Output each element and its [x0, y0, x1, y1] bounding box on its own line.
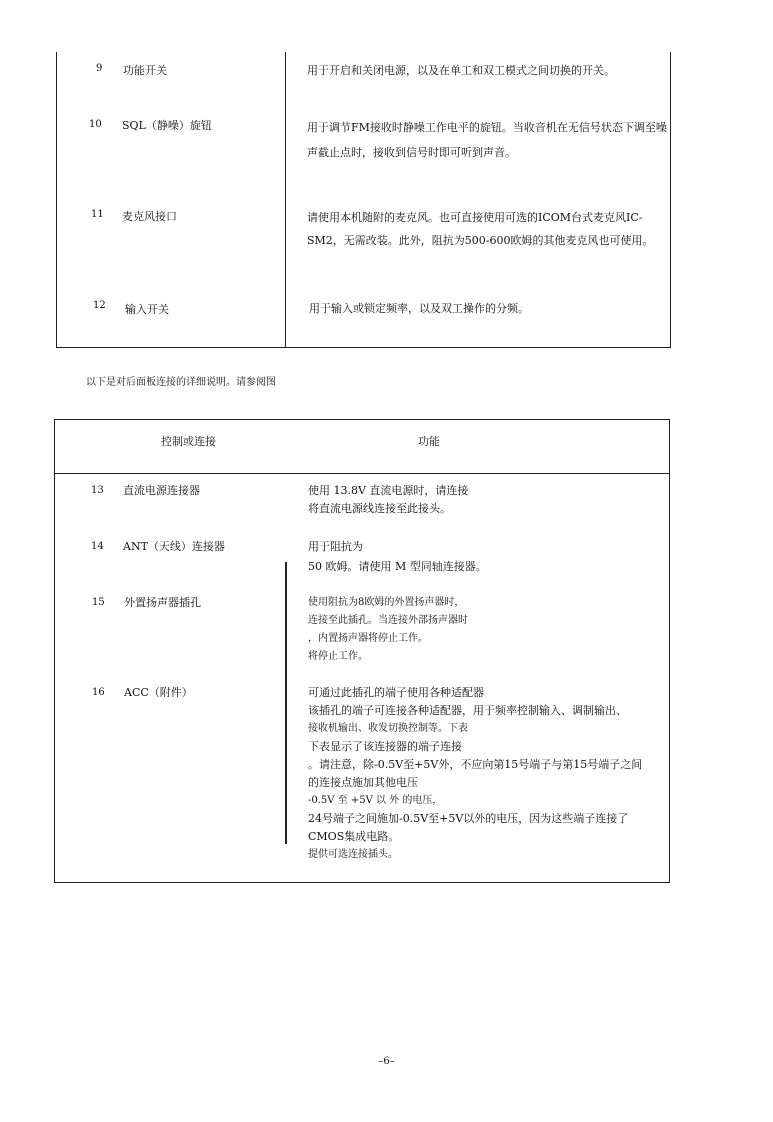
item-name: SQL（静噪）旋钮 [122, 119, 212, 132]
item-number: 9 [96, 63, 103, 74]
rear-panel-table [54, 419, 670, 883]
table-bottom-border [56, 347, 671, 348]
item-name: 输入开关 [125, 303, 169, 316]
item-description: 。请注意，除-0.5V至+5V外，不应向第15号端子与第15号端子之间 [308, 758, 643, 771]
item-description: 用于输入或锁定频率，以及双工操作的分频。 [309, 302, 529, 315]
item-description: 用于开启和关闭电源，以及在单工和双工模式之间切换的开关。 [307, 64, 615, 77]
item-name: ANT（天线）连接器 [123, 540, 225, 553]
page-number: –6– [378, 1056, 395, 1067]
item-description: 将停止工作。 [308, 651, 368, 662]
table-right-border [670, 52, 671, 348]
item-description: SM2，无需改装。此外，阻抗为500-600欧姆的其他麦克风也可使用。 [307, 234, 654, 247]
item-number: 15 [92, 597, 105, 608]
item-description: 用于调节FM接收时静噪工作电平的旋钮。当收音机在无信号状态下调至噪 [307, 121, 667, 134]
item-description: 的连接点施加其他电压 [308, 776, 418, 789]
item-description: 50 欧姆。请使用 M 型同轴连接器。 [308, 560, 487, 573]
item-description: 声截止点时，接收到信号时即可听到声音。 [307, 146, 516, 159]
item-name: 功能开关 [123, 64, 167, 77]
item-name: 外置扬声器插孔 [124, 596, 201, 609]
item-description: 将直流电源线连接至此接头。 [308, 502, 451, 515]
item-description: 请使用本机随附的麦克风。也可直接使用可选的ICOM台式麦克风IC- [307, 211, 643, 224]
item-description: 接收机输出、收发切换控制等。下表 [308, 723, 468, 734]
item-name: 麦克风接口 [122, 210, 177, 223]
item-number: 14 [91, 541, 104, 552]
table-left-border [56, 52, 57, 348]
column-header-control: 控制或连接 [161, 435, 216, 448]
item-description: ，内置扬声器将停止工作。 [308, 633, 428, 644]
item-description: -0.5V 至 +5V 以 外 的电压， [308, 795, 443, 806]
item-description: 提供可选连接插头。 [308, 849, 398, 860]
item-number: 10 [89, 119, 102, 130]
item-description: 24号端子之间施加-0.5V至+5V以外的电压，因为这些端子连接了 [308, 812, 629, 825]
item-description: 用于阻抗为 [308, 540, 363, 553]
item-number: 12 [93, 300, 106, 311]
item-description: 连接至此插孔。当连接外部扬声器时 [308, 615, 468, 626]
item-number: 13 [91, 485, 104, 496]
item-number: 11 [91, 209, 104, 220]
column-header-function: 功能 [418, 435, 440, 448]
table-column-divider [285, 52, 286, 348]
item-description: 使用阻抗为8欧姆的外置扬声器时， [308, 597, 465, 608]
header-divider [55, 473, 669, 474]
item-name: 直流电源连接器 [123, 484, 200, 497]
item-name: ACC（附件） [124, 686, 193, 699]
item-description: 下表显示了该连接器的端子连接 [308, 740, 462, 753]
item-description: 该插孔的端子可连接各种适配器，用于频率控制输入、调制输出、 [308, 704, 627, 717]
item-description: CMOS集成电路。 [308, 830, 400, 843]
section-caption: 以下是对后面板连接的详细说明。请参阅图 [86, 377, 276, 388]
item-description: 使用 13.8V 直流电源时，请连接 [308, 484, 469, 497]
front-panel-table [56, 52, 671, 348]
column-divider [285, 562, 287, 844]
item-number: 16 [92, 687, 105, 698]
item-description: 可通过此插孔的端子使用各种适配器 [308, 686, 484, 699]
